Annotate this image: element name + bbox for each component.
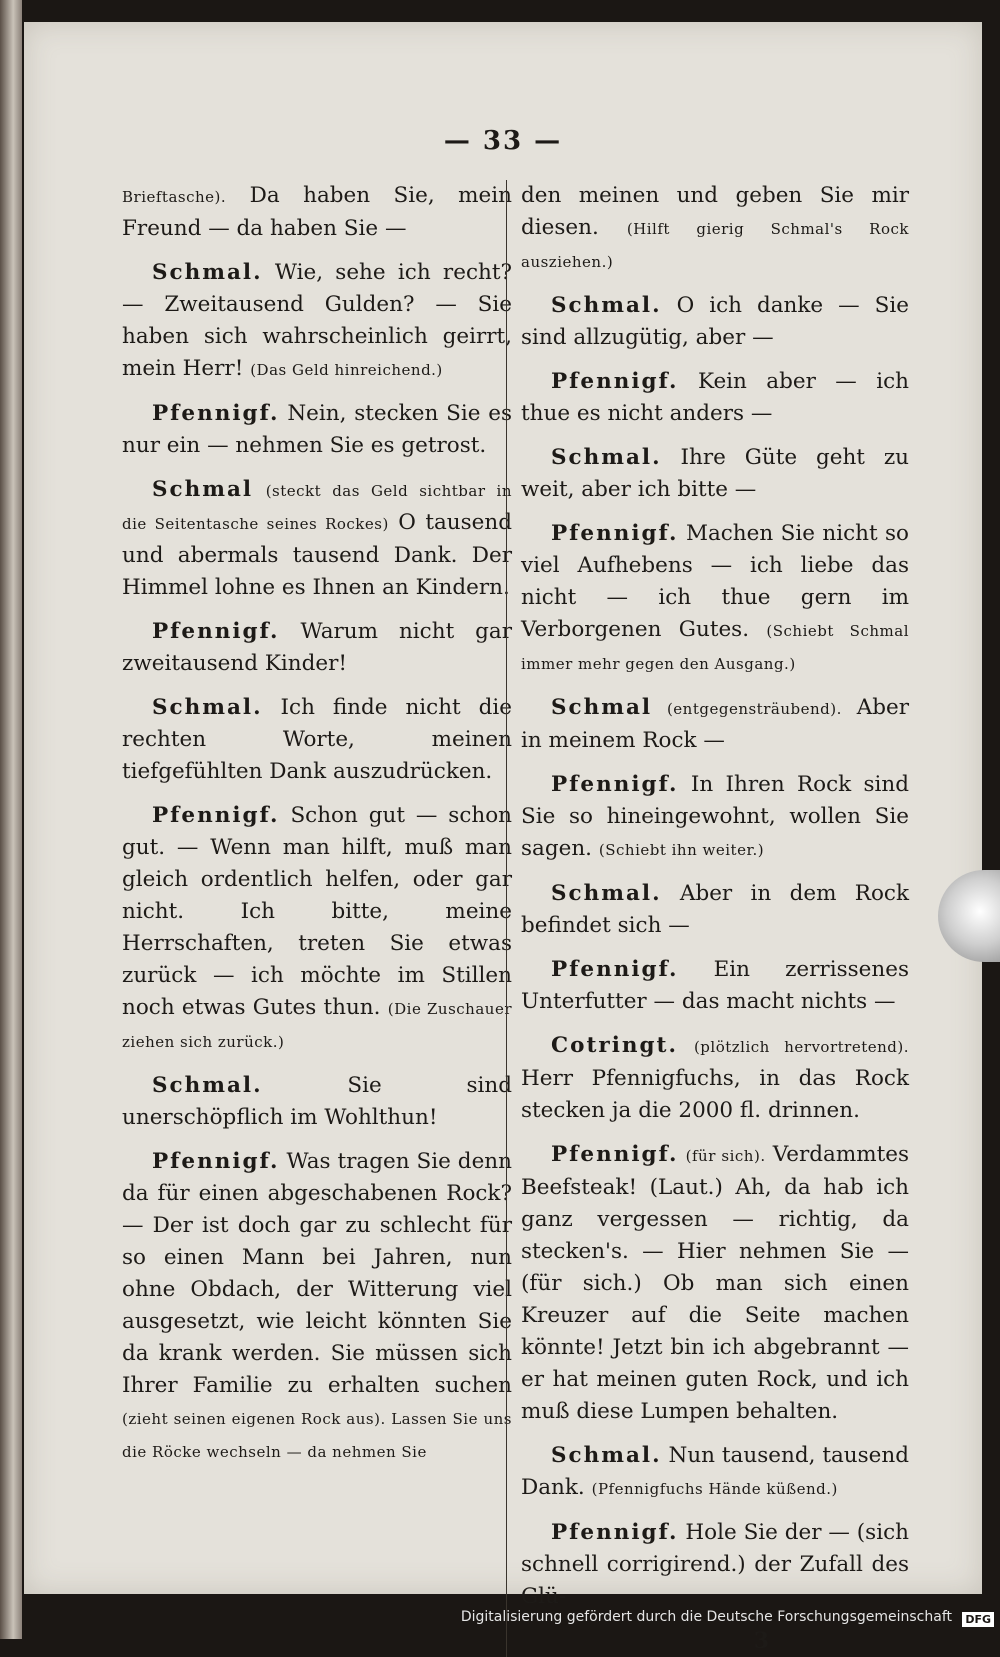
dialogue-paragraph	[122, 800, 512, 1058]
dialogue-paragraph	[521, 1139, 909, 1428]
dialogue-text: Ein zerrissenes Unterfutter — das macht nichts —	[521, 957, 909, 1014]
stage-direction: (Pfennigfuchs Hände küßend.)	[591, 1480, 838, 1498]
dialogue-paragraph	[521, 954, 909, 1018]
speaker-name: Schmal.	[152, 1073, 263, 1098]
left-column	[122, 180, 512, 1480]
speaker-name: Pfennigf.	[551, 369, 679, 394]
dialogue-text: Machen Sie nicht so viel Aufhebens — ich liebe das nicht — ich thue gern im Verborgenen Gutes.	[521, 521, 909, 642]
speaker-name: Schmal.	[152, 695, 263, 720]
dialogue-paragraph	[521, 769, 909, 866]
right-column	[506, 180, 909, 1657]
dialogue-text: Nun tausend, tausend Dank.	[521, 1443, 909, 1500]
dialogue-text: Aber in meinem Rock —	[521, 695, 909, 753]
dialogue-text: Warum nicht gar zweitausend Kinder!	[122, 619, 512, 676]
speaker-name: Pfennigf.	[551, 1142, 679, 1167]
speaker-name: Pfennigf.	[551, 772, 679, 797]
stage-direction: Brieftasche).	[122, 188, 227, 206]
speaker-name: Cotringt.	[551, 1033, 678, 1058]
stage-direction: (Die Zuschauer ziehen sich zurück.)	[122, 1000, 512, 1051]
dialogue-text: Aber in dem Rock befindet sich —	[521, 881, 909, 938]
speaker-name: Schmal	[551, 695, 653, 720]
stage-direction: (Das Geld hinreichend.)	[250, 361, 443, 379]
dialogue-paragraph	[521, 692, 909, 757]
speaker-name: Pfennigf.	[152, 803, 280, 828]
dialogue-text: Nein, stecken Sie es nur ein — nehmen Sie es getrost.	[122, 401, 512, 458]
dialogue-text: Verdammtes Beefsteak! (Laut.) Ah, da hab ich ganz vergessen — richtig, da stecken's. — Hier nehmen Sie — (für sich.) Ob man sich einen Kreuzer auf die Seite machen könnte! Jetzt bin ich abgebrannt — er hat meinen guten Rock, und ich muß diese Lumpen behalten.	[521, 1142, 910, 1424]
stage-direction: (Schiebt Schmal immer mehr gegen den Ausgang.)	[521, 622, 909, 673]
dialogue-paragraph	[122, 692, 512, 788]
stage-direction: (entgegensträubend).	[666, 700, 842, 718]
dialogue-text: den meinen und geben Sie mir diesen.	[521, 183, 909, 240]
speaker-name: Pfennigf.	[152, 1149, 280, 1174]
dialogue-text: O ich danke — Sie sind allzugütig, aber —	[521, 293, 909, 350]
dialogue-paragraph	[521, 1030, 909, 1127]
speaker-name: Schmal.	[551, 881, 662, 906]
speaker-name: Schmal.	[551, 445, 662, 470]
dialogue-text: Kein aber — ich thue es nicht anders —	[521, 369, 909, 426]
dialogue-paragraph	[122, 1146, 512, 1468]
dialogue-paragraph	[122, 257, 512, 386]
dialogue-paragraph	[521, 442, 909, 506]
funding-note: Digitalisierung gefördert durch die Deutsche Forschungsgemeinschaft	[460, 1609, 952, 1625]
dialogue-paragraph	[122, 616, 512, 680]
speaker-name: Pfennigf.	[152, 401, 280, 426]
footer	[0, 1595, 1000, 1639]
dialogue-text: Ihre Güte geht zu weit, aber ich bitte —	[521, 445, 909, 502]
dialogue-text: Herr Pfennigfuchs, in das Rock stecken ja die 2000 fl. drinnen.	[521, 1066, 909, 1123]
dialogue-paragraph	[122, 180, 512, 245]
stage-direction: (steckt das Geld sichtbar in die Seitentasche seines Rockes)	[122, 482, 512, 533]
dialogue-paragraph	[521, 878, 909, 942]
dialogue-text: Da haben Sie, mein Freund — da haben Sie —	[122, 183, 512, 241]
speaker-name: Pfennigf.	[551, 521, 679, 546]
dialogue-text: Was tragen Sie denn da für einen abgeschabenen Rock? — Der ist doch gar zu schlecht für so einen Mann bei Jahren, nun ohne Obdach, der Witterung viel ausgesetzt, wie leicht könnten Sie da krank werden. Sie müssen sich Ihrer Familie zu erhalten suchen	[122, 1149, 512, 1398]
speaker-name: Schmal	[152, 477, 254, 502]
dfg-logo: DFG	[962, 1612, 994, 1627]
dialogue-text: O tausend und abermals tausend Dank. Der Himmel lohne es Ihnen an Kindern.	[122, 510, 512, 600]
dialogue-paragraph	[521, 290, 909, 354]
speaker-name: Schmal.	[551, 293, 662, 318]
stage-direction: (zieht seinen eigenen Rock aus). Lassen Sie uns die Röcke wechseln — da nehmen Sie	[122, 1410, 512, 1461]
stage-direction: (plötzlich hervortretend).	[693, 1038, 909, 1056]
page-number: — 33 —	[443, 126, 563, 156]
signature-mark: 3	[753, 1628, 769, 1654]
dialogue-paragraph	[122, 1070, 512, 1134]
dialogue-paragraph	[521, 518, 909, 680]
dialogue-paragraph	[521, 1440, 909, 1505]
stage-direction: (Hilft gierig Schmal's Rock ausziehen.)	[521, 220, 909, 271]
dialogue-paragraph	[521, 180, 909, 278]
speaker-name: Schmal.	[152, 260, 263, 285]
speaker-name: Pfennigf.	[551, 1520, 679, 1545]
stage-direction: (Schiebt ihn weiter.)	[598, 841, 765, 859]
dialogue-text: Sie sind unerschöpflich im Wohlthun!	[122, 1073, 512, 1130]
speaker-name: Pfennigf.	[551, 957, 679, 982]
speaker-name: Pfennigf.	[152, 619, 280, 644]
dialogue-text: Ich finde nicht die rechten Worte, meinen tiefgefühlten Dank auszudrücken.	[122, 695, 512, 784]
dialogue-paragraph	[122, 398, 512, 462]
dialogue-text: Hole Sie der — (sich schnell corrigirend.) der Zufall des Glü-	[521, 1520, 909, 1609]
speaker-name: Schmal.	[551, 1443, 662, 1468]
stage-direction: (für sich).	[685, 1147, 766, 1165]
dialogue-paragraph	[521, 366, 909, 430]
adjacent-page-edge	[0, 0, 22, 1639]
dialogue-text: In Ihren Rock sind Sie so hineingewohnt, wollen Sie sagen.	[521, 772, 909, 861]
dialogue-text: Wie, sehe ich recht? — Zweitausend Gulden? — Sie haben sich wahrscheinlich geirrt, mein Herr!	[122, 260, 512, 381]
dialogue-paragraph	[122, 474, 512, 604]
dialogue-text: Schon gut — schon gut. — Wenn man hilft, muß man gleich ordentlich helfen, oder gar nicht. Ich bitte, meine Herrschaften, treten Sie etwas zurück — ich möchte im Stillen noch etwas Gutes thun.	[122, 803, 512, 1020]
